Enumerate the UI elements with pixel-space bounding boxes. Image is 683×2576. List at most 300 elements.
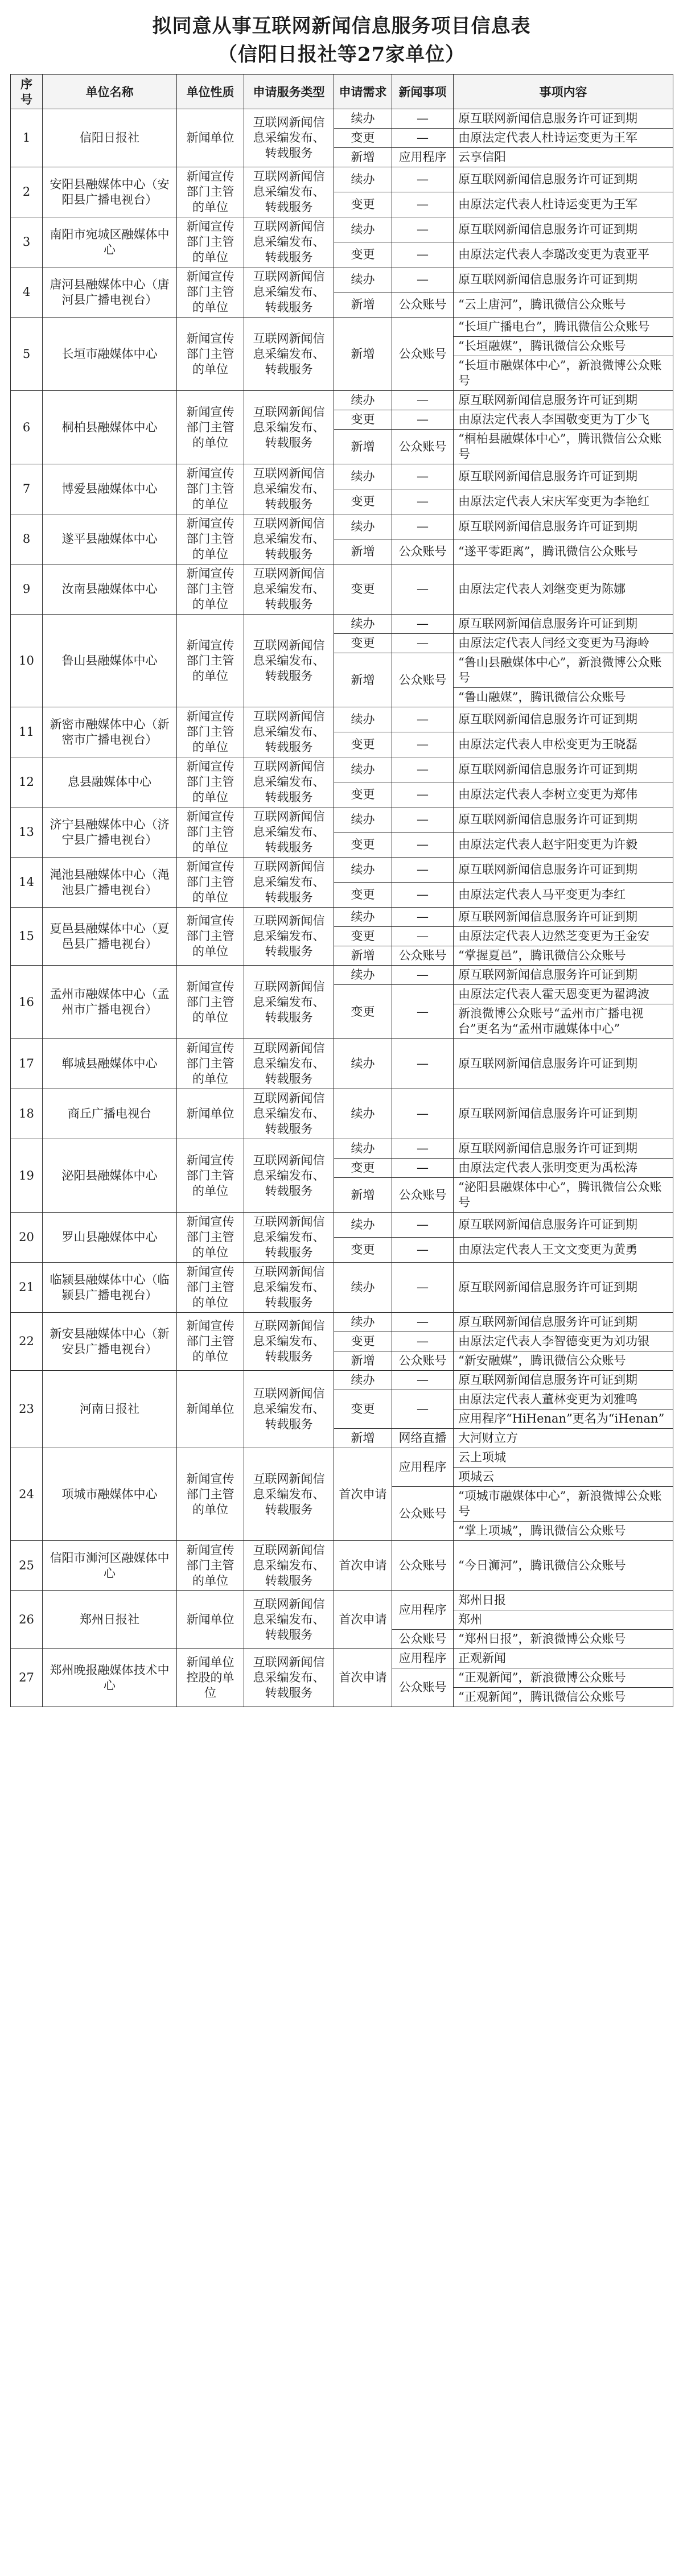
- request-cell: 续办: [334, 109, 392, 129]
- item-content-cell: 由原法定代表人边然芝变更为王金安: [454, 927, 673, 946]
- unit-nature-cell: 新闻宣传部门主管的单位: [177, 615, 244, 707]
- request-cell: 新增: [334, 292, 392, 318]
- news-item-cell: —: [392, 883, 454, 908]
- news-item-cell: —: [392, 1213, 454, 1238]
- table-row: [11, 1263, 673, 1313]
- item-content-cell: 云享信阳: [454, 148, 673, 167]
- service-type-cell: 互联网新闻信息采编发布、转载服务: [244, 514, 334, 564]
- news-item-cell: —: [392, 489, 454, 514]
- request-cell: 续办: [334, 1371, 392, 1390]
- unit-name-cell: 安阳县融媒体中心（安阳县广播电视台）: [43, 167, 177, 217]
- news-item-cell: 公众账号: [392, 1487, 454, 1541]
- news-item-cell: —: [392, 1139, 454, 1159]
- service-type-cell: 互联网新闻信息采编发布、转载服务: [244, 564, 334, 615]
- item-content-cell: 原互联网新闻信息服务许可证到期: [454, 1139, 673, 1159]
- news-item-cell: —: [392, 1039, 454, 1089]
- row-number-cell: 14: [11, 858, 43, 908]
- service-type-cell: 互联网新闻信息采编发布、转载服务: [244, 1591, 334, 1649]
- news-item-cell: 公众账号: [392, 539, 454, 564]
- row-number-cell: 17: [11, 1039, 43, 1089]
- table-row: [11, 1591, 673, 1610]
- news-item-cell: 应用程序: [392, 1591, 454, 1630]
- item-content-cell: 郑州: [454, 1610, 673, 1630]
- item-content-cell: “项城市融媒体中心”，新浪微博公众账号: [454, 1487, 673, 1522]
- item-content-cell: 由原法定代表人宋庆军变更为李艳红: [454, 489, 673, 514]
- header-request: 申请需求: [334, 75, 392, 109]
- row-number-cell: 20: [11, 1213, 43, 1263]
- news-item-cell: —: [392, 564, 454, 615]
- unit-name-cell: 桐柏县融媒体中心: [43, 391, 177, 464]
- item-content-cell: 原互联网新闻信息服务许可证到期: [454, 966, 673, 985]
- table-row: [11, 1313, 673, 1332]
- table-row: [11, 1213, 673, 1238]
- unit-name-cell: 新安县融媒体中心（新安县广播电视台）: [43, 1313, 177, 1371]
- unit-name-cell: 渑池县融媒体中心（渑池县广播电视台）: [43, 858, 177, 908]
- service-type-cell: 互联网新闻信息采编发布、转载服务: [244, 1371, 334, 1448]
- item-content-cell: “鲁山融媒”，腾讯微信公众账号: [454, 688, 673, 707]
- item-content-cell: “云上唐河”，腾讯微信公众账号: [454, 292, 673, 318]
- news-item-cell: —: [392, 1238, 454, 1263]
- news-item-cell: —: [392, 410, 454, 430]
- request-cell: 续办: [334, 167, 392, 192]
- unit-nature-cell: 新闻宣传部门主管的单位: [177, 217, 244, 267]
- news-item-cell: 公众账号: [392, 1541, 454, 1591]
- row-number-cell: 18: [11, 1089, 43, 1139]
- news-item-cell: —: [392, 807, 454, 832]
- request-cell: 续办: [334, 707, 392, 732]
- service-type-cell: 互联网新闻信息采编发布、转载服务: [244, 966, 334, 1039]
- unit-nature-cell: 新闻宣传部门主管的单位: [177, 807, 244, 858]
- item-content-cell: “桐柏县融媒体中心”，腾讯微信公众账号: [454, 430, 673, 464]
- news-item-cell: —: [392, 908, 454, 927]
- table-row: [11, 1039, 673, 1089]
- row-number-cell: 5: [11, 318, 43, 391]
- request-cell: 续办: [334, 391, 392, 410]
- item-content-cell: “掌握夏邑”，腾讯微信公众账号: [454, 946, 673, 966]
- item-content-cell: 由原法定代表人李智德变更为刘功银: [454, 1332, 673, 1351]
- unit-nature-cell: 新闻宣传部门主管的单位: [177, 966, 244, 1039]
- document-title: 拟同意从事互联网新闻信息服务项目信息表: [152, 15, 531, 38]
- item-content-cell: 由原法定代表人李树立变更为郑伟: [454, 782, 673, 807]
- news-item-cell: —: [392, 242, 454, 267]
- unit-name-cell: 南阳市宛城区融媒体中心: [43, 217, 177, 267]
- item-content-cell: 原互联网新闻信息服务许可证到期: [454, 1371, 673, 1390]
- item-content-cell: 大河财立方: [454, 1429, 673, 1448]
- unit-name-cell: 孟州市融媒体中心（孟州市广播电视台）: [43, 966, 177, 1039]
- service-type-cell: 互联网新闻信息采编发布、转载服务: [244, 1039, 334, 1089]
- table-row: [11, 807, 673, 832]
- item-content-cell: “长垣市融媒体中心”，新浪微博公众账号: [454, 356, 673, 391]
- item-content-cell: 原互联网新闻信息服务许可证到期: [454, 908, 673, 927]
- table-row: [11, 1089, 673, 1139]
- request-cell: 首次申请: [334, 1649, 392, 1707]
- unit-name-cell: 唐河县融媒体中心（唐河县广播电视台）: [43, 267, 177, 318]
- unit-name-cell: 信阳日报社: [43, 109, 177, 167]
- header-news-item: 新闻事项: [392, 75, 454, 109]
- header-item-content: 事项内容: [454, 75, 673, 109]
- table-row: [11, 1371, 673, 1390]
- request-cell: 首次申请: [334, 1448, 392, 1541]
- item-content-cell: 由原法定代表人李璐改变更为袁亚平: [454, 242, 673, 267]
- unit-nature-cell: 新闻宣传部门主管的单位: [177, 267, 244, 318]
- unit-name-cell: 遂平县融媒体中心: [43, 514, 177, 564]
- item-content-cell: 新浪微博公众账号“孟州市广播电视台”更名为“孟州市融媒体中心”: [454, 1004, 673, 1039]
- item-content-cell: “掌上项城”，腾讯微信公众账号: [454, 1522, 673, 1541]
- request-cell: 变更: [334, 129, 392, 148]
- request-cell: 变更: [334, 192, 392, 217]
- news-item-cell: 公众账号: [392, 292, 454, 318]
- news-item-cell: —: [392, 782, 454, 807]
- service-type-cell: 互联网新闻信息采编发布、转载服务: [244, 757, 334, 807]
- request-cell: 新增: [334, 1429, 392, 1448]
- table-row: [11, 109, 673, 129]
- news-item-cell: —: [392, 464, 454, 489]
- request-cell: 新增: [334, 946, 392, 966]
- request-cell: 新增: [334, 539, 392, 564]
- unit-nature-cell: 新闻宣传部门主管的单位: [177, 908, 244, 966]
- unit-nature-cell: 新闻单位: [177, 1591, 244, 1649]
- news-item-cell: 公众账号: [392, 430, 454, 464]
- unit-name-cell: 鲁山县融媒体中心: [43, 615, 177, 707]
- item-content-cell: 原互联网新闻信息服务许可证到期: [454, 807, 673, 832]
- unit-name-cell: 济宁县融媒体中心（济宁县广播电视台）: [43, 807, 177, 858]
- news-item-cell: —: [392, 634, 454, 653]
- request-cell: 续办: [334, 1139, 392, 1159]
- header-unit-name: 单位名称: [43, 75, 177, 109]
- item-content-cell: 正观新闻: [454, 1649, 673, 1668]
- request-cell: 变更: [334, 1238, 392, 1263]
- request-cell: 首次申请: [334, 1591, 392, 1649]
- news-item-cell: 公众账号: [392, 1668, 454, 1707]
- table-row: [11, 858, 673, 883]
- item-content-cell: 云上项城: [454, 1448, 673, 1468]
- news-item-cell: —: [392, 966, 454, 985]
- service-type-cell: 互联网新闻信息采编发布、转载服务: [244, 464, 334, 514]
- request-cell: 变更: [334, 634, 392, 653]
- item-content-cell: 原互联网新闻信息服务许可证到期: [454, 858, 673, 883]
- row-number-cell: 25: [11, 1541, 43, 1591]
- request-cell: 变更: [334, 732, 392, 757]
- request-cell: 续办: [334, 807, 392, 832]
- news-item-cell: 公众账号: [392, 318, 454, 391]
- row-number-cell: 12: [11, 757, 43, 807]
- request-cell: 变更: [334, 832, 392, 858]
- unit-nature-cell: 新闻单位: [177, 1089, 244, 1139]
- unit-name-cell: 长垣市融媒体中心: [43, 318, 177, 391]
- unit-name-cell: 商丘广播电视台: [43, 1089, 177, 1139]
- table-row: [11, 464, 673, 489]
- item-content-cell: “长垣广播电台”，腾讯微信公众账号: [454, 318, 673, 337]
- request-cell: 新增: [334, 1351, 392, 1371]
- row-number-cell: 10: [11, 615, 43, 707]
- unit-name-cell: 郑州晚报融媒体技术中心: [43, 1649, 177, 1707]
- service-type-cell: 互联网新闻信息采编发布、转载服务: [244, 1541, 334, 1591]
- news-item-cell: —: [392, 514, 454, 539]
- news-item-cell: —: [392, 267, 454, 292]
- request-cell: 新增: [334, 1178, 392, 1213]
- request-cell: 首次申请: [334, 1541, 392, 1591]
- unit-name-cell: 罗山县融媒体中心: [43, 1213, 177, 1263]
- service-type-cell: 互联网新闻信息采编发布、转载服务: [244, 391, 334, 464]
- news-item-cell: —: [392, 985, 454, 1039]
- news-item-cell: 公众账号: [392, 1178, 454, 1213]
- unit-name-cell: 泌阳县融媒体中心: [43, 1139, 177, 1213]
- row-number-cell: 16: [11, 966, 43, 1039]
- news-item-cell: 公众账号: [392, 1351, 454, 1371]
- table-row: [11, 564, 673, 615]
- item-content-cell: “长垣融媒”，腾讯微信公众账号: [454, 337, 673, 356]
- news-item-cell: —: [392, 1332, 454, 1351]
- item-content-cell: “新安融媒”，腾讯微信公众账号: [454, 1351, 673, 1371]
- item-content-cell: 由原法定代表人马平变更为李红: [454, 883, 673, 908]
- request-cell: 变更: [334, 564, 392, 615]
- item-content-cell: 原互联网新闻信息服务许可证到期: [454, 1213, 673, 1238]
- row-number-cell: 26: [11, 1591, 43, 1649]
- header-unit-nature: 单位性质: [177, 75, 244, 109]
- row-number-cell: 19: [11, 1139, 43, 1213]
- news-item-cell: —: [392, 858, 454, 883]
- table-row: [11, 267, 673, 292]
- request-cell: 变更: [334, 242, 392, 267]
- row-number-cell: 15: [11, 908, 43, 966]
- item-content-cell: 项城云: [454, 1468, 673, 1487]
- header-no: 序号: [11, 75, 43, 109]
- unit-nature-cell: 新闻宣传部门主管的单位: [177, 514, 244, 564]
- news-item-cell: 应用程序: [392, 1448, 454, 1487]
- table-row: [11, 1649, 673, 1668]
- table-row: [11, 707, 673, 732]
- row-number-cell: 9: [11, 564, 43, 615]
- request-cell: 变更: [334, 1159, 392, 1178]
- row-number-cell: 23: [11, 1371, 43, 1448]
- table-header-row: [11, 75, 673, 109]
- unit-nature-cell: 新闻宣传部门主管的单位: [177, 1313, 244, 1371]
- request-cell: 续办: [334, 464, 392, 489]
- service-type-cell: 互联网新闻信息采编发布、转载服务: [244, 267, 334, 318]
- request-cell: 续办: [334, 1313, 392, 1332]
- row-number-cell: 24: [11, 1448, 43, 1541]
- news-item-cell: 网络直播: [392, 1429, 454, 1448]
- request-cell: 续办: [334, 908, 392, 927]
- request-cell: 变更: [334, 1390, 392, 1429]
- news-item-cell: —: [392, 109, 454, 129]
- service-type-cell: 互联网新闻信息采编发布、转载服务: [244, 1649, 334, 1707]
- request-cell: 续办: [334, 514, 392, 539]
- news-item-cell: 公众账号: [392, 946, 454, 966]
- unit-nature-cell: 新闻宣传部门主管的单位: [177, 1448, 244, 1541]
- service-type-cell: 互联网新闻信息采编发布、转载服务: [244, 109, 334, 167]
- unit-nature-cell: 新闻宣传部门主管的单位: [177, 1541, 244, 1591]
- news-item-cell: —: [392, 707, 454, 732]
- item-content-cell: 原互联网新闻信息服务许可证到期: [454, 615, 673, 634]
- service-type-cell: 互联网新闻信息采编发布、转载服务: [244, 858, 334, 908]
- unit-nature-cell: 新闻宣传部门主管的单位: [177, 1039, 244, 1089]
- news-item-cell: —: [392, 391, 454, 410]
- table-row: [11, 757, 673, 782]
- service-type-cell: 互联网新闻信息采编发布、转载服务: [244, 318, 334, 391]
- unit-nature-cell: 新闻宣传部门主管的单位: [177, 707, 244, 757]
- news-item-cell: —: [392, 757, 454, 782]
- item-content-cell: “正观新闻”，腾讯微信公众账号: [454, 1688, 673, 1707]
- table-row: [11, 1448, 673, 1468]
- unit-nature-cell: 新闻宣传部门主管的单位: [177, 318, 244, 391]
- item-content-cell: 由原法定代表人赵宇阳变更为许毅: [454, 832, 673, 858]
- unit-name-cell: 项城市融媒体中心: [43, 1448, 177, 1541]
- news-item-cell: —: [392, 1089, 454, 1139]
- unit-nature-cell: 新闻宣传部门主管的单位: [177, 1213, 244, 1263]
- unit-name-cell: 郑州日报社: [43, 1591, 177, 1649]
- request-cell: 新增: [334, 318, 392, 391]
- service-info-table: [10, 74, 673, 1707]
- request-cell: 变更: [334, 410, 392, 430]
- table-row: [11, 908, 673, 927]
- table-row: [11, 514, 673, 539]
- item-content-cell: 原互联网新闻信息服务许可证到期: [454, 1039, 673, 1089]
- news-item-cell: —: [392, 1159, 454, 1178]
- table-row: [11, 167, 673, 192]
- row-number-cell: 4: [11, 267, 43, 318]
- news-item-cell: —: [392, 1313, 454, 1332]
- item-content-cell: “正观新闻”，新浪微博公众账号: [454, 1668, 673, 1688]
- news-item-cell: —: [392, 1371, 454, 1390]
- news-item-cell: —: [392, 732, 454, 757]
- table-row: [11, 217, 673, 242]
- unit-nature-cell: 新闻单位: [177, 1371, 244, 1448]
- item-content-cell: 由原法定代表人张明变更为禹松涛: [454, 1159, 673, 1178]
- row-number-cell: 2: [11, 167, 43, 217]
- news-item-cell: —: [392, 192, 454, 217]
- service-type-cell: 互联网新闻信息采编发布、转载服务: [244, 908, 334, 966]
- item-content-cell: “泌阳县融媒体中心”，腾讯微信公众账号: [454, 1178, 673, 1213]
- unit-name-cell: 郸城县融媒体中心: [43, 1039, 177, 1089]
- row-number-cell: 8: [11, 514, 43, 564]
- table-row: [11, 391, 673, 410]
- service-type-cell: 互联网新闻信息采编发布、转载服务: [244, 1448, 334, 1541]
- service-type-cell: 互联网新闻信息采编发布、转载服务: [244, 1313, 334, 1371]
- item-content-cell: 由原法定代表人杜诗运变更为王军: [454, 129, 673, 148]
- item-content-cell: 原互联网新闻信息服务许可证到期: [454, 514, 673, 539]
- item-content-cell: “鲁山县融媒体中心”，新浪微博公众账号: [454, 653, 673, 688]
- row-number-cell: 1: [11, 109, 43, 167]
- service-type-cell: 互联网新闻信息采编发布、转载服务: [244, 167, 334, 217]
- service-type-cell: 互联网新闻信息采编发布、转载服务: [244, 1089, 334, 1139]
- item-content-cell: 原互联网新闻信息服务许可证到期: [454, 167, 673, 192]
- item-content-cell: 原互联网新闻信息服务许可证到期: [454, 109, 673, 129]
- item-content-cell: 原互联网新闻信息服务许可证到期: [454, 217, 673, 242]
- unit-nature-cell: 新闻宣传部门主管的单位: [177, 1139, 244, 1213]
- service-type-cell: 互联网新闻信息采编发布、转载服务: [244, 1139, 334, 1213]
- item-content-cell: 由原法定代表人杜诗运变更为王军: [454, 192, 673, 217]
- row-number-cell: 13: [11, 807, 43, 858]
- item-content-cell: 原互联网新闻信息服务许可证到期: [454, 1263, 673, 1313]
- request-cell: 续办: [334, 858, 392, 883]
- request-cell: 续办: [334, 267, 392, 292]
- item-content-cell: 由原法定代表人李国敬变更为丁少飞: [454, 410, 673, 430]
- row-number-cell: 11: [11, 707, 43, 757]
- row-number-cell: 27: [11, 1649, 43, 1707]
- table-row: [11, 1541, 673, 1591]
- news-item-cell: 公众账号: [392, 653, 454, 707]
- unit-name-cell: 博爱县融媒体中心: [43, 464, 177, 514]
- item-content-cell: 由原法定代表人闫经文变更为马海岭: [454, 634, 673, 653]
- news-item-cell: —: [392, 832, 454, 858]
- table-row: [11, 318, 673, 337]
- unit-name-cell: 信阳市浉河区融媒体中心: [43, 1541, 177, 1591]
- unit-name-cell: 新密市融媒体中心（新密市广播电视台）: [43, 707, 177, 757]
- unit-nature-cell: 新闻单位: [177, 109, 244, 167]
- row-number-cell: 21: [11, 1263, 43, 1313]
- request-cell: 变更: [334, 1332, 392, 1351]
- document-subtitle: （信阳日报社等27家单位）: [217, 43, 466, 66]
- news-item-cell: 应用程序: [392, 148, 454, 167]
- request-cell: 续办: [334, 1263, 392, 1313]
- unit-name-cell: 夏邑县融媒体中心（夏邑县广播电视台）: [43, 908, 177, 966]
- news-item-cell: —: [392, 927, 454, 946]
- document-header: [0, 0, 683, 71]
- item-content-cell: 由原法定代表人刘继变更为陈娜: [454, 564, 673, 615]
- service-type-cell: 互联网新闻信息采编发布、转载服务: [244, 807, 334, 858]
- request-cell: 续办: [334, 1089, 392, 1139]
- news-item-cell: —: [392, 129, 454, 148]
- request-cell: 变更: [334, 782, 392, 807]
- unit-name-cell: 河南日报社: [43, 1371, 177, 1448]
- request-cell: 新增: [334, 430, 392, 464]
- unit-nature-cell: 新闻宣传部门主管的单位: [177, 464, 244, 514]
- service-type-cell: 互联网新闻信息采编发布、转载服务: [244, 1213, 334, 1263]
- request-cell: 续办: [334, 1039, 392, 1089]
- news-item-cell: —: [392, 615, 454, 634]
- item-content-cell: 原互联网新闻信息服务许可证到期: [454, 267, 673, 292]
- item-content-cell: 郑州日报: [454, 1591, 673, 1610]
- service-type-cell: 互联网新闻信息采编发布、转载服务: [244, 1263, 334, 1313]
- item-content-cell: “郑州日报”，新浪微博公众账号: [454, 1630, 673, 1649]
- service-type-cell: 互联网新闻信息采编发布、转载服务: [244, 615, 334, 707]
- request-cell: 续办: [334, 757, 392, 782]
- row-number-cell: 6: [11, 391, 43, 464]
- request-cell: 续办: [334, 615, 392, 634]
- item-content-cell: 原互联网新闻信息服务许可证到期: [454, 757, 673, 782]
- news-item-cell: —: [392, 217, 454, 242]
- request-cell: 变更: [334, 927, 392, 946]
- item-content-cell: 原互联网新闻信息服务许可证到期: [454, 707, 673, 732]
- unit-nature-cell: 新闻单位控股的单位: [177, 1649, 244, 1707]
- item-content-cell: “遂平零距离”，腾讯微信公众账号: [454, 539, 673, 564]
- table-row: [11, 615, 673, 634]
- news-item-cell: —: [392, 167, 454, 192]
- news-item-cell: —: [392, 1263, 454, 1313]
- service-type-cell: 互联网新闻信息采编发布、转载服务: [244, 707, 334, 757]
- unit-nature-cell: 新闻宣传部门主管的单位: [177, 858, 244, 908]
- item-content-cell: 由原法定代表人王文文变更为黄勇: [454, 1238, 673, 1263]
- table-row: [11, 966, 673, 985]
- item-content-cell: 应用程序“HiHenan”更名为“iHenan”: [454, 1409, 673, 1429]
- unit-nature-cell: 新闻宣传部门主管的单位: [177, 391, 244, 464]
- item-content-cell: “今日浉河”，腾讯微信公众账号: [454, 1541, 673, 1591]
- unit-nature-cell: 新闻宣传部门主管的单位: [177, 757, 244, 807]
- news-item-cell: 公众账号: [392, 1630, 454, 1649]
- news-item-cell: —: [392, 1390, 454, 1429]
- unit-nature-cell: 新闻宣传部门主管的单位: [177, 564, 244, 615]
- request-cell: 新增: [334, 148, 392, 167]
- item-content-cell: 原互联网新闻信息服务许可证到期: [454, 1313, 673, 1332]
- unit-name-cell: 临颍县融媒体中心（临颍县广播电视台）: [43, 1263, 177, 1313]
- item-content-cell: 由原法定代表人霍天恩变更为翟鸿波: [454, 985, 673, 1004]
- unit-nature-cell: 新闻宣传部门主管的单位: [177, 167, 244, 217]
- header-service-type: 申请服务类型: [244, 75, 334, 109]
- table-row: [11, 1139, 673, 1159]
- unit-name-cell: 汝南县融媒体中心: [43, 564, 177, 615]
- item-content-cell: 由原法定代表人申松变更为王晓磊: [454, 732, 673, 757]
